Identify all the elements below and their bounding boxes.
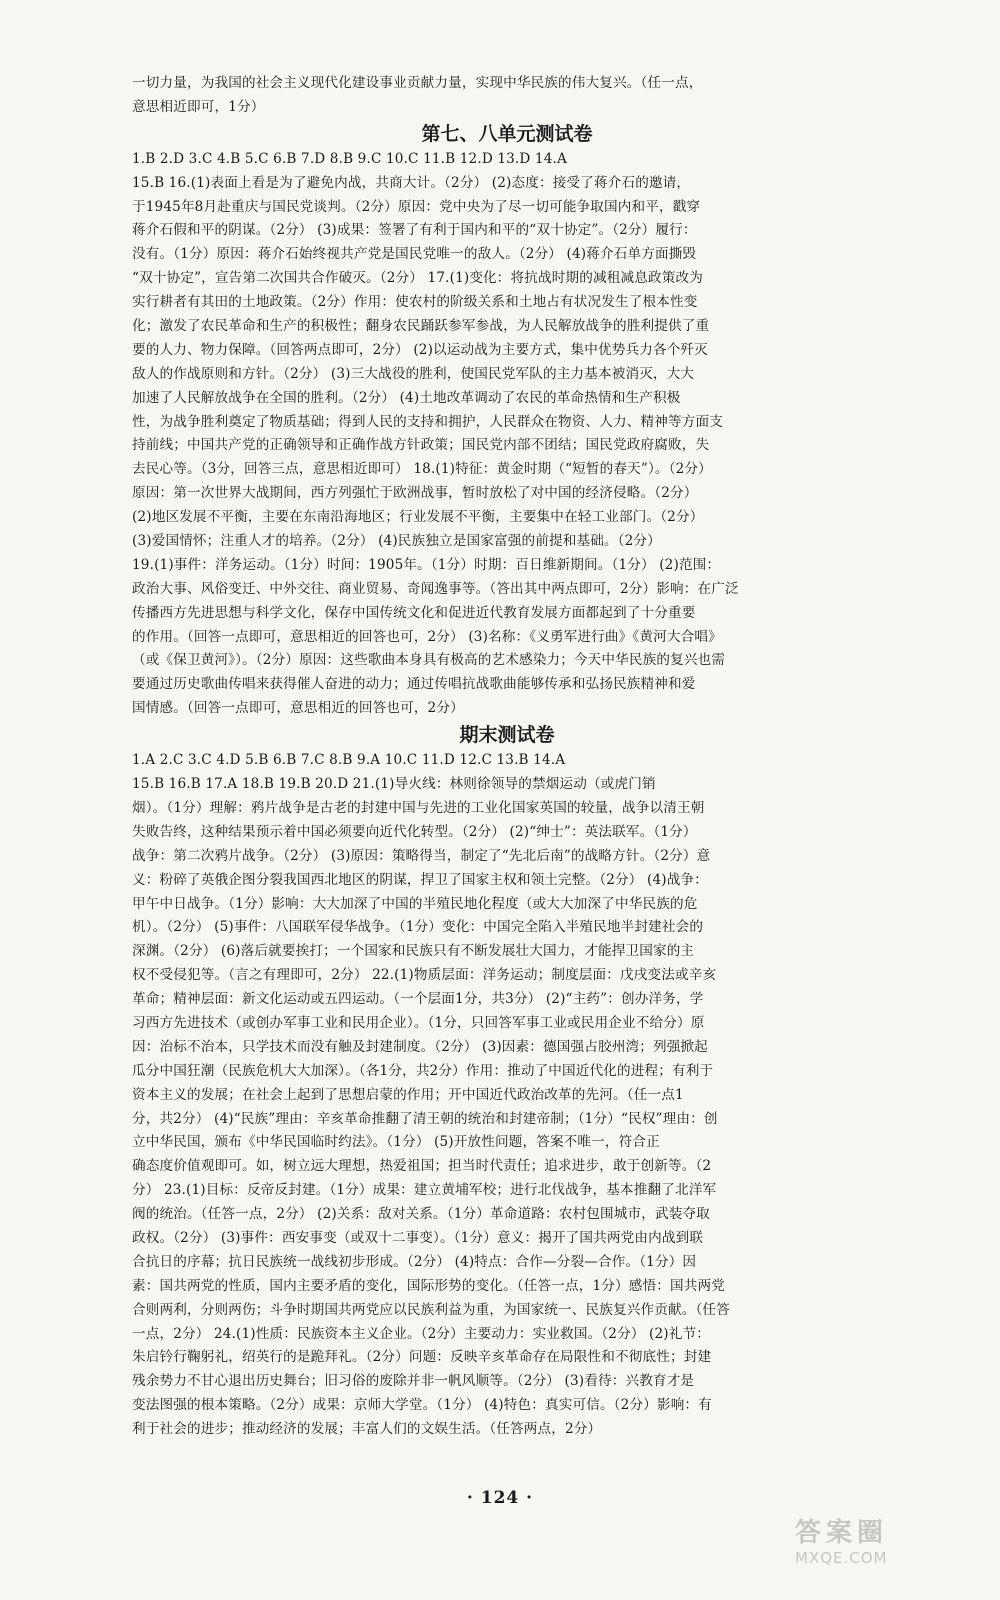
watermark-top-text: 答案圈 bbox=[795, 1518, 889, 1548]
answer-text-body bbox=[132, 72, 882, 1442]
text-line: 义：粉碎了英俄企图分裂我国西北地区的阴谋，捍卫了国家主权和领土完整。（2分） (4)战争： bbox=[132, 871, 708, 888]
text-line: 化；激发了农民革命和生产的积极性；翻身农民踊跃参军参战，为人民解放战争的胜利提供了重 bbox=[132, 318, 710, 335]
text-line: 变法图强的根本策略。（2分）成果：京师大学堂。（1分） (4)特色：真实可信。（2分）影响：有 bbox=[132, 1397, 712, 1414]
text-line: 敌人的作战原则和方针。（2分） (3)三大战役的胜利，使国民党军队的主力基本被消灭，大大 bbox=[132, 365, 695, 382]
text-line: （或《保卫黄河》）。（2分）原因：这些歌曲本身具有极高的艺术感染力；今天中华民族的复兴也需 bbox=[132, 652, 726, 669]
text-line: 于1945年8月赴重庆与国民党谈判。（2分）原因：党中央为了尽一切可能争取国内和平，戳穿 bbox=[132, 198, 701, 215]
text-line: 革命；精神层面：新文化运动或五四运动。（一个层面1分，共3分） (2)“主药”：创办洋务，学 bbox=[132, 991, 704, 1008]
text-line: 分） 23.(1)目标：反帝反封建。（1分）成果：建立黄埔军校；进行北伐战争，基本推翻了北洋军 bbox=[132, 1182, 717, 1199]
text-line: 1.B 2.D 3.C 4.B 5.C 6.B 7.D 8.B 9.C 10.C 11.B 12.D 13.D 14.A bbox=[132, 150, 567, 167]
text-line: 15.B 16.B 17.A 18.B 19.B 20.D 21.(1)导火线：林则徐领导的禁烟运动（或虎门销 bbox=[132, 776, 656, 793]
watermark-bottom-text: MXQE.COM bbox=[795, 1549, 888, 1567]
text-line: 权不受侵犯等。（言之有理即可，2分） 22.(1)物质层面：洋务运动；制度层面：戊戌变法或辛亥 bbox=[132, 967, 717, 984]
text-line: 确态度价值观即可。如，树立远大理想，热爱祖国；担当时代责任；追求进步，敢于创新等。（2 bbox=[132, 1158, 712, 1175]
section-title: 第七、八单元测试卷 bbox=[421, 122, 593, 145]
section-title: 期末测试卷 bbox=[459, 724, 555, 747]
text-line: 素：国共两党的性质，国内主要矛盾的变化，国际形势的变化。（任答一点，1分）感悟：国共两党 bbox=[132, 1277, 725, 1294]
text-line: 深渊。（2分） (6)落后就要挨打；一个国家和民族只有不断发展壮大国力，才能捍卫国家的主 bbox=[132, 943, 695, 960]
text-line: 传播西方先进思想与科学文化，保存中国传统文化和促进近代教育发展方面都起到了十分重要 bbox=[132, 604, 696, 621]
text-line: 性，为战争胜利奠定了物质基础；得到人民的支持和拥护，人民群众在物资、人力、精神等方面支 bbox=[132, 413, 723, 430]
text-line: 去民心等。（3分，回答三点，意思相近即可） 18.(1)特征：黄金时期（“短暂的春天”）。（2分） bbox=[132, 461, 712, 478]
text-line: 没有。（1分）原因：蒋介石始终视共产党是国民党唯一的敌人。（2分） (4)蒋介石单方面撕毁 bbox=[132, 246, 697, 263]
text-line: “双十协定”，宣告第二次国共合作破灭。（2分） 17.(1)变化：将抗战时期的减租减息政策改为 bbox=[132, 270, 703, 287]
text-line: 持前线；中国共产党的正确领导和正确作战方针政策；国民党内部不团结；国民党政府腐败，失 bbox=[132, 437, 710, 454]
text-line: 国情感。（回答一点即可，意思相近的回答也可，2分） bbox=[132, 700, 464, 717]
watermark-logo bbox=[795, 1512, 970, 1578]
text-line: 烟）。（1分）理解：鸦片战争是古老的封建中国与先进的工业化国家英国的较量，战争以清王朝 bbox=[132, 799, 705, 816]
text-line: 阀的统治。（任答一点，2分） (2)关系：敌对关系。（1分）革命道路：农村包围城市，武装夺取 bbox=[132, 1206, 710, 1223]
text-line: 利于社会的进步；推动经济的发展；丰富人们的文娱生活。（任答两点，2分） bbox=[132, 1421, 602, 1438]
text-line: 1.A 2.C 3.C 4.D 5.B 6.B 7.C 8.B 9.A 10.C 11.D 12.C 13.B 14.A bbox=[132, 752, 566, 769]
text-line: 19.(1)事件：洋务运动。（1分）时间：1905年。（1分）时期：百日维新期间。（1分） (2)范围： bbox=[132, 556, 721, 573]
text-line: (3)爱国情怀；注重人才的培养。（2分） (4)民族独立是国家富强的前提和基础。（2分） bbox=[132, 533, 661, 550]
text-line: 一切力量，为我国的社会主义现代化建设事业贡献力量，实现中华民族的伟大复兴。（任一点， bbox=[132, 75, 703, 91]
text-line: 因：治标不治本，只学技术而没有触及封建制度。（2分） (3)因素：德国强占胶州湾；列强掀起 bbox=[132, 1038, 708, 1055]
text-line: 战争：第二次鸦片战争。（2分） (3)原因：策略得当，制定了“先北后南”的战略方针。（2分）意 bbox=[132, 847, 711, 864]
text-line: 实行耕者有其田的土地政策。（2分）作用：使农村的阶级关系和土地占有状况发生了根本性变 bbox=[132, 294, 698, 311]
text-line: 失败告终，这种结果预示着中国必须要向近代化转型。（2分） (2)“绅士”：英法联军。（1分） bbox=[132, 823, 697, 840]
text-line: 要通过历史歌曲传唱来获得催人奋进的动力；通过传唱抗战歌曲能够传承和弘扬民族精神和爱 bbox=[132, 676, 696, 693]
text-line: 蒋介石假和平的阴谋。（2分） (3)成果：签署了有利于国内和平的“双十协定”。（2分）履行： bbox=[132, 222, 697, 239]
text-line: 习西方先进技术（或创办军事工业和民用企业）。（1分，只回答军事工业或民用企业不给分）原 bbox=[132, 1014, 705, 1031]
text-line: 加速了人民解放战争在全国的胜利。（2分） (4)土地改革调动了农民的革命热情和生产积极 bbox=[132, 389, 681, 406]
text-line: 甲午中日战争。（1分）影响：大大加深了中国的半殖民地化程度（或大大加深了中华民族的危 bbox=[132, 895, 698, 912]
text-line: (2)地区发展不平衡，主要在东南沿海地区；行业发展不平衡，主要集中在轻工业部门。（2分） bbox=[132, 509, 704, 526]
text-line: 意思相近即可，1分） bbox=[132, 98, 265, 115]
text-line: 残余势力不甘心退出历史舞台；旧习俗的废除并非一帆风顺等。（2分） (3)看待：兴教育才是 bbox=[132, 1373, 695, 1390]
text-line: 政治大事、风俗变迁、中外交往、商业贸易、奇闻逸事等。（答出其中两点即可，2分）影响：在广泛 bbox=[132, 580, 739, 597]
text-line: 瓜分中国狂潮（民族危机大大加深）。（各1分，共2分）作用：推动了中国近代化的进程；有利于 bbox=[132, 1062, 714, 1079]
text-line: 原因：第一次世界大战期间，西方列强忙于欧洲战事，暂时放松了对中国的经济侵略。（2分） bbox=[132, 485, 698, 502]
text-line: 分，共2分） (4)“民族”理由：辛亥革命推翻了清王朝的统治和封建帝制；（1分）“民权”理由：创 bbox=[132, 1110, 718, 1127]
text-line: 立中华民国，颁布《中华民国临时约法》。（1分） (5)开放性问题，答案不唯一，符合正 bbox=[132, 1134, 660, 1151]
text-line: 合则两利，分则两伤；斗争时期国共两党应以民族利益为重，为国家统一、民族复兴作贡献。（任答 bbox=[132, 1301, 730, 1318]
text-line: 政权。（2分） (3)事件：西安事变（或双十二事变）。（1分）意义：揭开了国共两党由内战到联 bbox=[132, 1229, 704, 1246]
text-line: 机）。（2分） (5)事件：八国联军侵华战争。（1分）变化：中国完全陷入半殖民地半封建社会的 bbox=[132, 919, 704, 936]
text-line: 一点，2分） 24.(1)性质：民族资本主义企业。（2分）主要动力：实业救国。（2分） (2)礼节： bbox=[132, 1325, 710, 1342]
text-line: 合抗日的序幕；抗日民族统一战线初步形成。（2分） (4)特点：合作—分裂—合作。（1分）因 bbox=[132, 1253, 697, 1270]
text-line: 资本主义的发展；在社会上起到了思想启蒙的作用；开中国近代政治改革的先河。（任一点1 bbox=[132, 1086, 684, 1103]
text-line: 的作用。（回答一点即可，意思相近的回答也可，2分） (3)名称：《义勇军进行曲》《黄河大合唱》 bbox=[132, 628, 722, 645]
text-line: 15.B 16.(1)表面上看是为了避免内战，共商大计。（2分） (2)态度：接受了蒋介石的邀请， bbox=[132, 174, 691, 191]
text-line: 要的人力、物力保障。（回答两点即可，2分） (2)以运动战为主要方式，集中优势兵力各个歼灭 bbox=[132, 341, 708, 358]
page-number: · 124 · bbox=[466, 1488, 534, 1508]
text-line: 朱启钤行鞠躬礼，绍英行的是跪拜礼。（2分）问题：反映辛亥革命存在局限性和不彻底性；封建 bbox=[132, 1349, 712, 1366]
